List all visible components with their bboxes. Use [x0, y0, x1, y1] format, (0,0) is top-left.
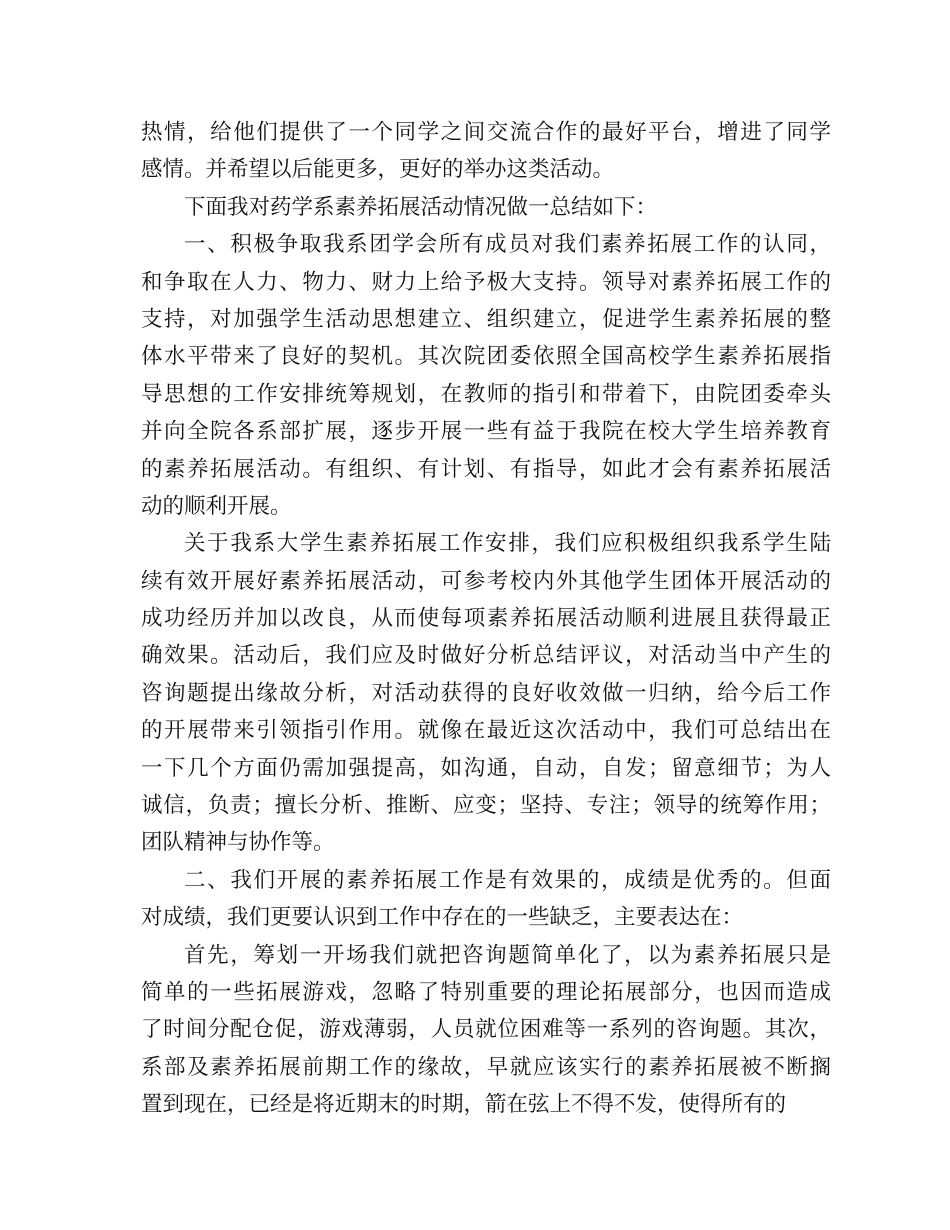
text-line: 体水平带来了良好的契机。其次院团委依照全国高校学生素养拓展指 [141, 344, 833, 370]
text-line: 系部及素养拓展前期工作的缘故，早就应该实行的素养拓展被不断搁 [141, 1054, 833, 1080]
text-line: 团队精神与协作等。 [141, 830, 335, 856]
text-line: 支持，对加强学生活动思想建立、组织建立，促进学生素养拓展的整 [141, 306, 833, 332]
text-line: 成功经历并加以改良，从而使每项素养拓展活动顺利进展且获得最正 [141, 606, 833, 632]
text-line: 关于我系大学生素养拓展工作安排，我们应积极组织我系学生陆 [184, 531, 833, 557]
text-line: 续有效开展好素养拓展活动，可参考校内外其他学生团体开展活动的 [141, 568, 833, 594]
text-line: 诚信，负责；擅长分析、推断、应变；坚持、专注；领导的统筹作用； [141, 793, 832, 819]
text-line: 一下几个方面仍需加强提高，如沟通，自动，自发；留意细节；为人 [141, 755, 833, 781]
paragraph-p4 [141, 525, 831, 862]
text-line: 动的顺利开展。 [141, 493, 292, 519]
text-line: 和争取在人力、物力、财力上给予极大支持。领导对素养拓展工作的 [141, 269, 833, 295]
paragraph-p1 [141, 114, 831, 189]
document-body [141, 114, 831, 1124]
text-line: 简单的一些拓展游戏，忽略了特别重要的理论拓展部分，也因而造成 [141, 979, 833, 1005]
paragraph-p6 [141, 937, 831, 1124]
text-line: 了时间分配仓促，游戏薄弱，人员就位困难等一系列的咨询题。其次， [141, 1017, 832, 1043]
text-line: 置到现在，已经是将近期末的时期，箭在弦上不得不发，使得所有的 [141, 1092, 787, 1118]
text-line: 的开展带来引领指引作用。就像在最近这次活动中，我们可总结出在 [141, 718, 833, 744]
text-line: 确效果。活动后，我们应及时做好分析总结评议，对活动当中产生的 [141, 643, 833, 669]
text-line: 感情。并希望以后能更多，更好的举办这类活动。 [141, 157, 615, 183]
text-line: 热情，给他们提供了一个同学之间交流合作的最好平台，增进了同学 [141, 120, 833, 145]
text-line: 导思想的工作安排统筹规划，在教师的指引和带着下，由院团委牵头 [141, 381, 833, 407]
text-line: 的素养拓展活动。有组织、有计划、有指导，如此才会有素养拓展活 [141, 456, 833, 482]
text-line: 一、积极争取我系团学会所有成员对我们素养拓展工作的认同， [184, 232, 833, 258]
text-line: 并向全院各系部扩展，逐步开展一些有益于我院在校大学生培养教育 [141, 419, 833, 445]
text-line: 二、我们开展的素养拓展工作是有效果的，成绩是优秀的。但面 [184, 867, 833, 893]
paragraph-p3 [141, 226, 831, 525]
paragraph-p5 [141, 862, 831, 937]
text-line: 首先，筹划一开场我们就把咨询题简单化了，以为素养拓展只是 [184, 942, 833, 968]
text-line: 下面我对药学系素养拓展活动情况做一总结如下： [184, 194, 658, 220]
text-line: 对成绩，我们更要认识到工作中存在的一些缺乏，主要表达在： [141, 905, 744, 931]
paragraph-p2 [141, 189, 831, 226]
text-line: 咨询题提出缘故分析，对活动获得的良好收效做一归纳，给今后工作 [141, 680, 833, 706]
